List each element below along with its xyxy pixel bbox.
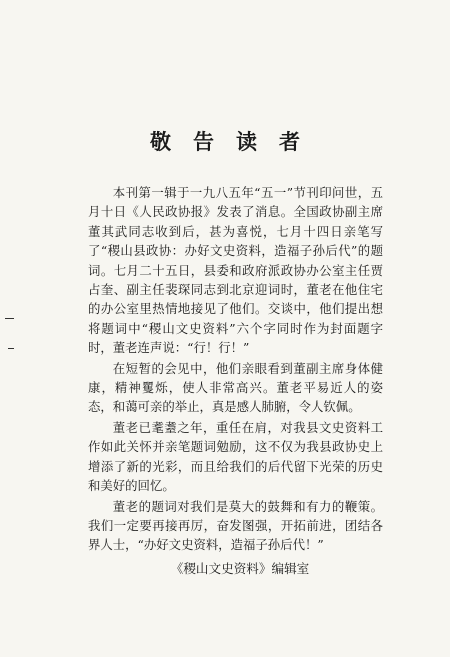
paragraph: 董老已耄耋之年，重任在肩，对我县文史资料工作如此关怀并亲笔题词勉励，这不仅为我县政协史上增添了新的光彩，而且给我们的后代留下光荣的历史和美好的回忆。 [88,419,383,494]
paragraph: 本刊第一辑于一九八五年“五一”节刊印问世，五月十日《人民政协报》发表了消息。全国政协副主席董其武同志收到后，甚为喜悦，七月十四日亲笔写了“稷山县政协：办好文史资料，造福子孙后代”的题词。七月二十五日，县委和政府派政协办公室主任贾占奎、副主任裴琛同志到北京迎词时，董老在他住宅的办公室里热情地接见了他们。交谈中，他们提出想将题词中“稷山文史资料”六个字同时作为封面题字时，董老连声说：“行！行！” [88,185,383,356]
paragraph: 在短暂的会见中，他们亲眼看到董副主席身体健康，精神矍烁，使人非常高兴。董老平易近人的姿态，和蔼可亲的举止，真是感人肺腑，令人钦佩。 [88,360,383,415]
scan-mark [5,318,14,319]
page-title: 敬告读者 [150,129,322,154]
paragraph: 董老的题词对我们是莫大的鼓舞和有力的鞭策。我们一定要再接再厉，奋发图强，开拓前进，团结各界人士，“办好文史资料，造福子孙后代！” [88,498,383,553]
article-body [88,183,383,556]
scan-mark [8,348,14,349]
editorial-signature: 《稷山文史资料》编辑室 [170,561,310,576]
